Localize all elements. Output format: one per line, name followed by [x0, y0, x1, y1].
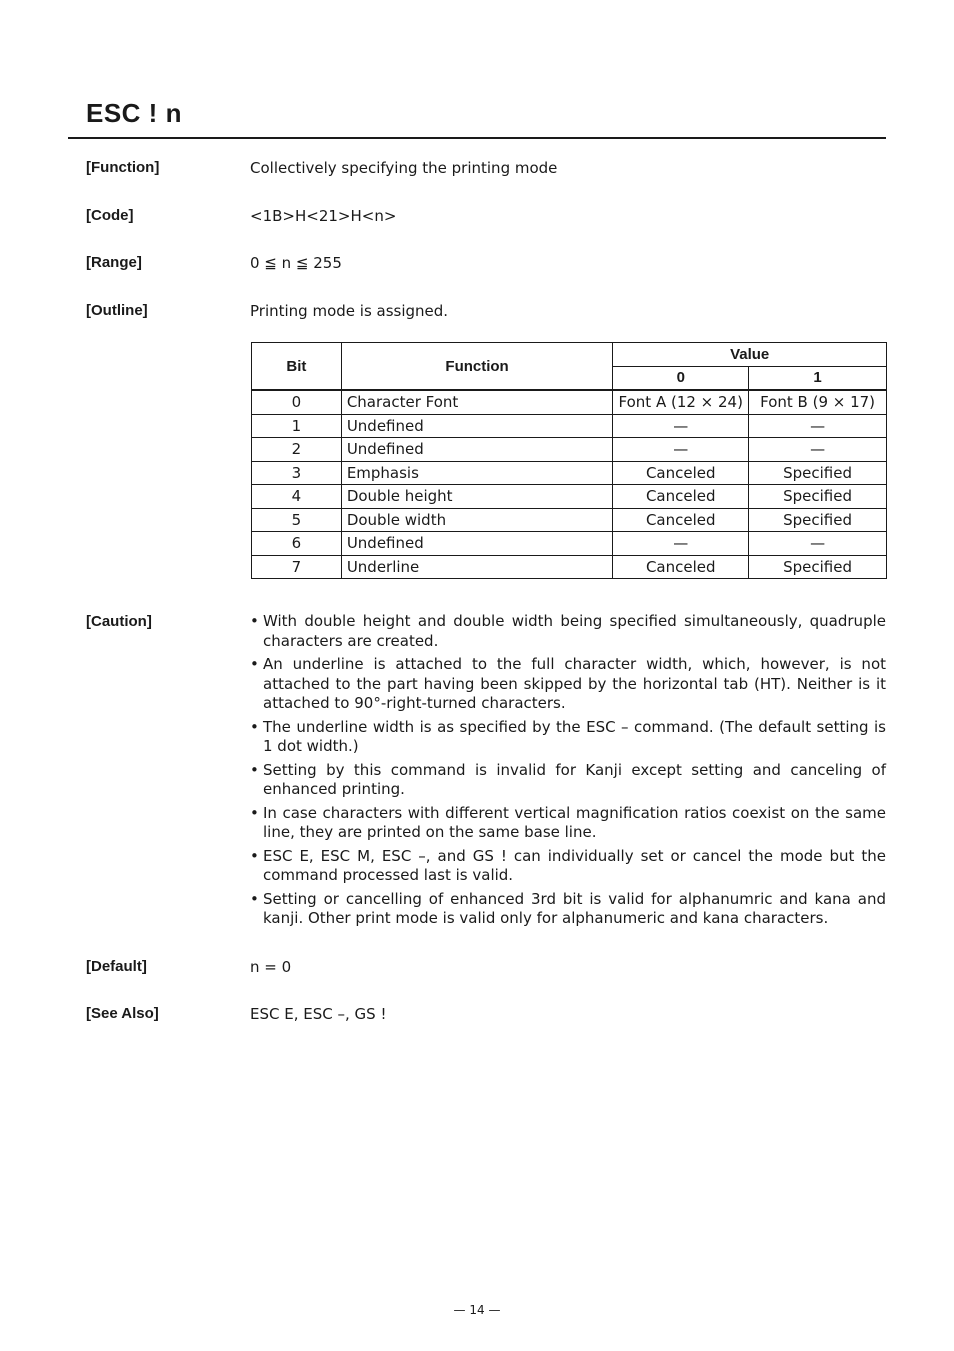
- caution-item: • Setting by this command is invalid for Kanji except setting and canceling of enhanced printing.: [250, 761, 886, 800]
- bit-cell: 4: [252, 485, 342, 509]
- bit-cell: 6: [252, 532, 342, 556]
- function-cell: Undefined: [341, 532, 613, 556]
- caution-item: • The underline width is as specified by the ESC – command. (The default setting is 1 dot width.): [250, 718, 886, 757]
- value0-cell: —: [613, 532, 749, 556]
- page-title: ESC ! n: [86, 98, 182, 128]
- function-value: Collectively specifying the printing mode: [250, 159, 558, 177]
- caution-label: [Caution]: [86, 613, 152, 630]
- bit-cell: 1: [252, 414, 342, 438]
- caution-item: • With double height and double width being specified simultaneously, quadruple characters are created.: [250, 612, 886, 651]
- function-cell: Undefined: [341, 438, 613, 462]
- code-label: [Code]: [86, 207, 134, 224]
- header-value-0: 0: [613, 366, 749, 390]
- value0-cell: Canceled: [613, 461, 749, 485]
- value0-cell: Canceled: [613, 508, 749, 532]
- value1-cell: Specified: [749, 555, 887, 579]
- value0-cell: Font A (12 × 24): [613, 390, 749, 414]
- value0-cell: Canceled: [613, 555, 749, 579]
- function-cell: Emphasis: [341, 461, 613, 485]
- function-cell: Double width: [341, 508, 613, 532]
- bit-cell: 3: [252, 461, 342, 485]
- range-label: [Range]: [86, 254, 142, 271]
- table-row: [252, 461, 887, 485]
- value1-cell: Font B (9 × 17): [749, 390, 887, 414]
- function-cell: Underline: [341, 555, 613, 579]
- print-mode-table: [251, 342, 887, 579]
- header-value: Value: [613, 343, 887, 367]
- table-row: [252, 485, 887, 509]
- value0-cell: Canceled: [613, 485, 749, 509]
- title-rule: [68, 137, 886, 139]
- table-row: [252, 414, 887, 438]
- caution-item: • Setting or cancelling of enhanced 3rd bit is valid for alphanumric and kana and kanji. Other print mode is valid only for alphanumeric and kana characters.: [250, 890, 886, 929]
- function-cell: Undefined: [341, 414, 613, 438]
- page-number: — 14 —: [453, 1303, 501, 1317]
- bit-cell: 0: [252, 390, 342, 414]
- value1-cell: —: [749, 438, 887, 462]
- caution-item: • ESC E, ESC M, ESC –, and GS ! can individually set or cancel the mode but the command processed last is valid.: [250, 847, 886, 886]
- code-value: <1B>H<21>H<n>: [250, 207, 397, 225]
- value1-cell: —: [749, 532, 887, 556]
- function-cell: Double height: [341, 485, 613, 509]
- caution-list: [250, 612, 886, 933]
- function-label: [Function]: [86, 159, 160, 176]
- see-also-value: ESC E, ESC –, GS !: [250, 1005, 387, 1023]
- default-value: n = 0: [250, 958, 292, 976]
- header-bit: Bit: [252, 343, 342, 391]
- function-cell: Character Font: [341, 390, 613, 414]
- value0-cell: —: [613, 438, 749, 462]
- table-row: [252, 555, 887, 579]
- bit-cell: 2: [252, 438, 342, 462]
- outline-label: [Outline]: [86, 302, 148, 319]
- caution-item: • An underline is attached to the full character width, which, however, is not attached to the part having been skipped by the horizontal tab (HT). Neither is it attached to 90°-right-turned characters.: [250, 655, 886, 714]
- bit-cell: 5: [252, 508, 342, 532]
- default-label: [Default]: [86, 958, 147, 975]
- table-row: [252, 532, 887, 556]
- value1-cell: Specified: [749, 508, 887, 532]
- caution-item: • In case characters with different vertical magnification ratios coexist on the same line, they are printed on the same base line.: [250, 804, 886, 843]
- range-value: 0 ≦ n ≦ 255: [250, 254, 342, 272]
- table-row: [252, 438, 887, 462]
- value1-cell: Specified: [749, 485, 887, 509]
- outline-value: Printing mode is assigned.: [250, 302, 449, 320]
- table-row: [252, 508, 887, 532]
- table-row: [252, 390, 887, 414]
- value0-cell: —: [613, 414, 749, 438]
- value1-cell: Specified: [749, 461, 887, 485]
- header-function: Function: [341, 343, 613, 391]
- bit-cell: 7: [252, 555, 342, 579]
- see-also-label: [See Also]: [86, 1005, 159, 1022]
- value1-cell: —: [749, 414, 887, 438]
- header-value-1: 1: [749, 366, 887, 390]
